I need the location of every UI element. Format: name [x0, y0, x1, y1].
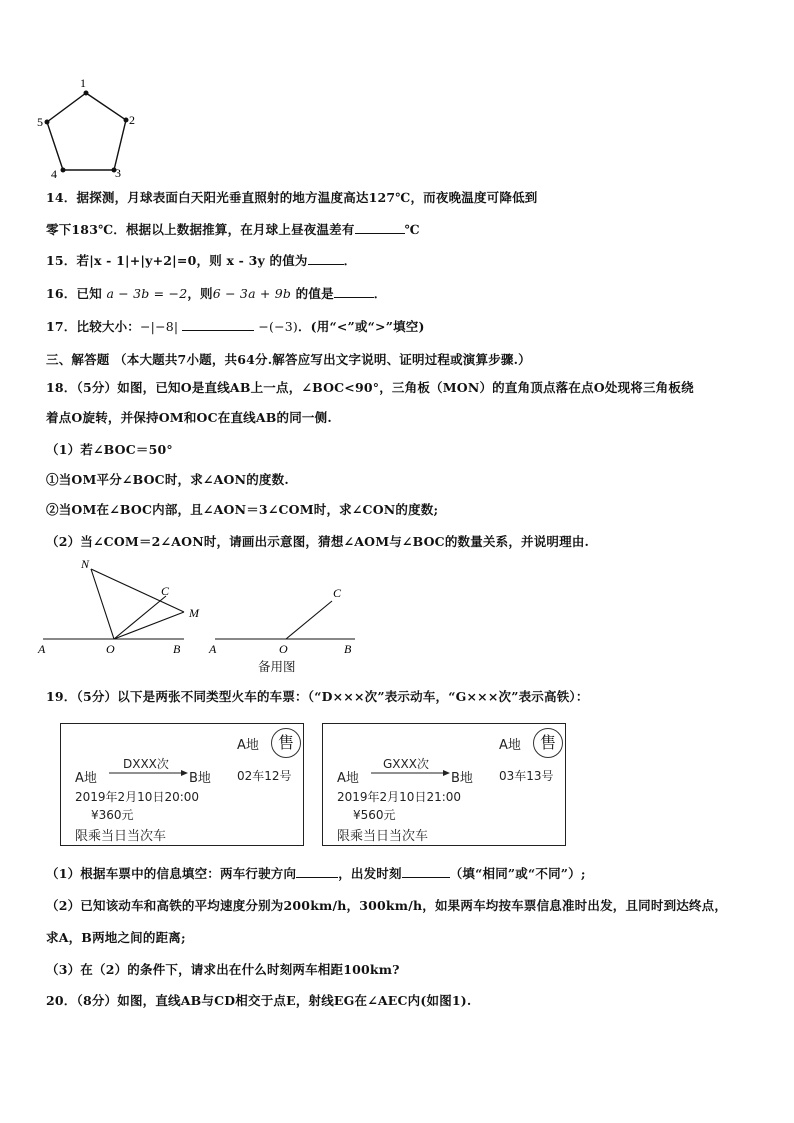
fig1-label-C: C — [161, 584, 170, 598]
q15-answer-blank[interactable] — [308, 252, 344, 265]
q16 — [46, 284, 386, 302]
ticket-from: A地 — [75, 771, 97, 786]
q18-line2: 着点O旋转，并保持OM和OC在直线AB的同一侧. — [46, 410, 332, 425]
ticket-price: ¥560元 — [353, 808, 396, 822]
q19-part1-a: （1）根据车票中的信息填空：两车行驶方向 — [46, 866, 297, 881]
q17-prefix: 17．比较大小： — [46, 319, 140, 334]
pentagon-figure — [30, 72, 140, 182]
fig1-label-O: O — [106, 642, 115, 656]
q14-text: 零下183℃．根据以上数据推算，在月球上昼夜温差有 — [46, 222, 355, 237]
q16-formula1: a − 3b = −2 — [106, 286, 188, 301]
q15 — [46, 251, 356, 269]
vertex-label-1: 1 — [80, 76, 86, 90]
q14-line2 — [46, 220, 420, 238]
ticket-from: A地 — [337, 771, 359, 786]
q18-figure-main — [34, 555, 214, 660]
ticket-departure-time: 2019年2月10日21:00 — [337, 790, 462, 804]
q18-part1: （1）若∠BOC＝50° — [46, 442, 173, 457]
q18-spare-caption: 备用图 — [258, 659, 296, 674]
sold-stamp-icon: 售 — [271, 728, 301, 758]
q19-part1-c: （填“相同”或“不同”）; — [449, 866, 586, 881]
q18-part2: （2）当∠COM＝2∠AON时，请画出示意图，猜想∠AOM与∠BOC的数量关系，并说明理由. — [46, 534, 590, 549]
ticket-d-train — [60, 723, 304, 846]
ticket-seat: 03车13号 — [499, 769, 554, 783]
arrow-icon — [371, 769, 451, 777]
q20: 20．（8分）如图，直线AB与CD相交于点E，射线EG在∠AEC内(如图1). — [46, 993, 472, 1008]
q16-formula2: 6 − 3a + 9b — [212, 286, 292, 301]
ticket-train-number: DXXX次 — [123, 757, 169, 771]
q17-suffix: ．(用“<”或“>”填空) — [297, 319, 425, 334]
q17-answer-blank[interactable] — [182, 318, 254, 331]
q17 — [46, 317, 425, 335]
q19-part2-line2: 求A，B两地之间的距离; — [46, 930, 186, 945]
fig1-label-A: A — [38, 642, 46, 656]
fig1-label-M: M — [189, 606, 199, 620]
q19-part1-b: ，出发时刻 — [338, 866, 402, 881]
sold-stamp-icon: 售 — [533, 728, 563, 758]
fig2-label-C: C — [333, 586, 342, 600]
ticket-station: A地 — [237, 738, 259, 753]
ticket-note: 限乘当日当次车 — [75, 829, 167, 844]
ticket-station: A地 — [499, 738, 521, 753]
section-three-heading: 三、解答题 （本大题共7小题，共64分.解答应写出文字说明、证明过程或演算步骤.） — [46, 352, 531, 367]
fig1-label-N: N — [81, 557, 90, 571]
vertex-label-5: 5 — [37, 115, 43, 129]
q19-part1 — [46, 864, 586, 882]
fig1-label-B: B — [173, 642, 181, 656]
ticket-train-number: GXXX次 — [383, 757, 429, 771]
q15-text: 15．若|x - 1|+|y+2|=0，则 x - 3y 的值为 — [46, 253, 308, 268]
ticket-price: ¥360元 — [91, 808, 134, 822]
q16-end: ． — [373, 286, 387, 301]
ticket-note: 限乘当日当次车 — [337, 829, 429, 844]
q16-prefix: 16．已知 — [46, 286, 102, 301]
fig2-label-B: B — [344, 642, 352, 656]
q18-line1: 18．（5分）如图，已知O是直线AB上一点，∠BOC<90°，三角板（MON）的直角顶点落在点O处现将三角板绕 — [46, 380, 694, 395]
q14-line1: 14．据探测，月球表面白天阳光垂直照射的地方温度高达127℃，而夜晚温度可降低到 — [46, 190, 538, 205]
q15-end: ． — [343, 253, 357, 268]
vertex-label-2: 2 — [129, 113, 135, 127]
q16-suffix: 的值是 — [295, 286, 334, 301]
q19-intro: 19．（5分）以下是两张不同类型火车的车票：（“D×××次”表示动车，“G×××次”表示高铁）： — [46, 689, 589, 704]
q16-answer-blank[interactable] — [334, 285, 374, 298]
q14-answer-blank[interactable] — [355, 221, 405, 234]
q19-time-blank[interactable] — [402, 865, 450, 878]
q17-right: −(−3) — [258, 319, 298, 334]
ticket-to: B地 — [189, 771, 211, 786]
arrow-icon — [109, 769, 189, 777]
q17-left: −|−8| — [140, 319, 179, 334]
q14-unit: ℃ — [404, 222, 420, 237]
ticket-departure-time: 2019年2月10日20:00 — [75, 790, 200, 804]
fig2-label-O: O — [279, 642, 288, 656]
q16-middle: ，则 — [187, 286, 213, 301]
q19-part2-line1: （2）已知该动车和高铁的平均速度分别为200km/h，300km/h，如果两车均按车票信息准时出发，且同时到达终点， — [46, 898, 728, 913]
q19-part3: （3）在（2）的条件下，请求出在什么时刻两车相距100km? — [46, 962, 400, 977]
ticket-g-train — [322, 723, 566, 846]
q18-sub2: ②当OM在∠BOC内部，且∠AON＝3∠COM时，求∠CON的度数; — [46, 502, 439, 517]
fig2-label-A: A — [209, 642, 217, 656]
vertex-label-4: 4 — [51, 167, 57, 181]
ticket-seat: 02车12号 — [237, 769, 292, 783]
ticket-to: B地 — [451, 771, 473, 786]
q19-direction-blank[interactable] — [296, 865, 338, 878]
vertex-label-3: 3 — [115, 166, 121, 180]
q18-sub1: ①当OM平分∠BOC时，求∠AON的度数. — [46, 472, 289, 487]
